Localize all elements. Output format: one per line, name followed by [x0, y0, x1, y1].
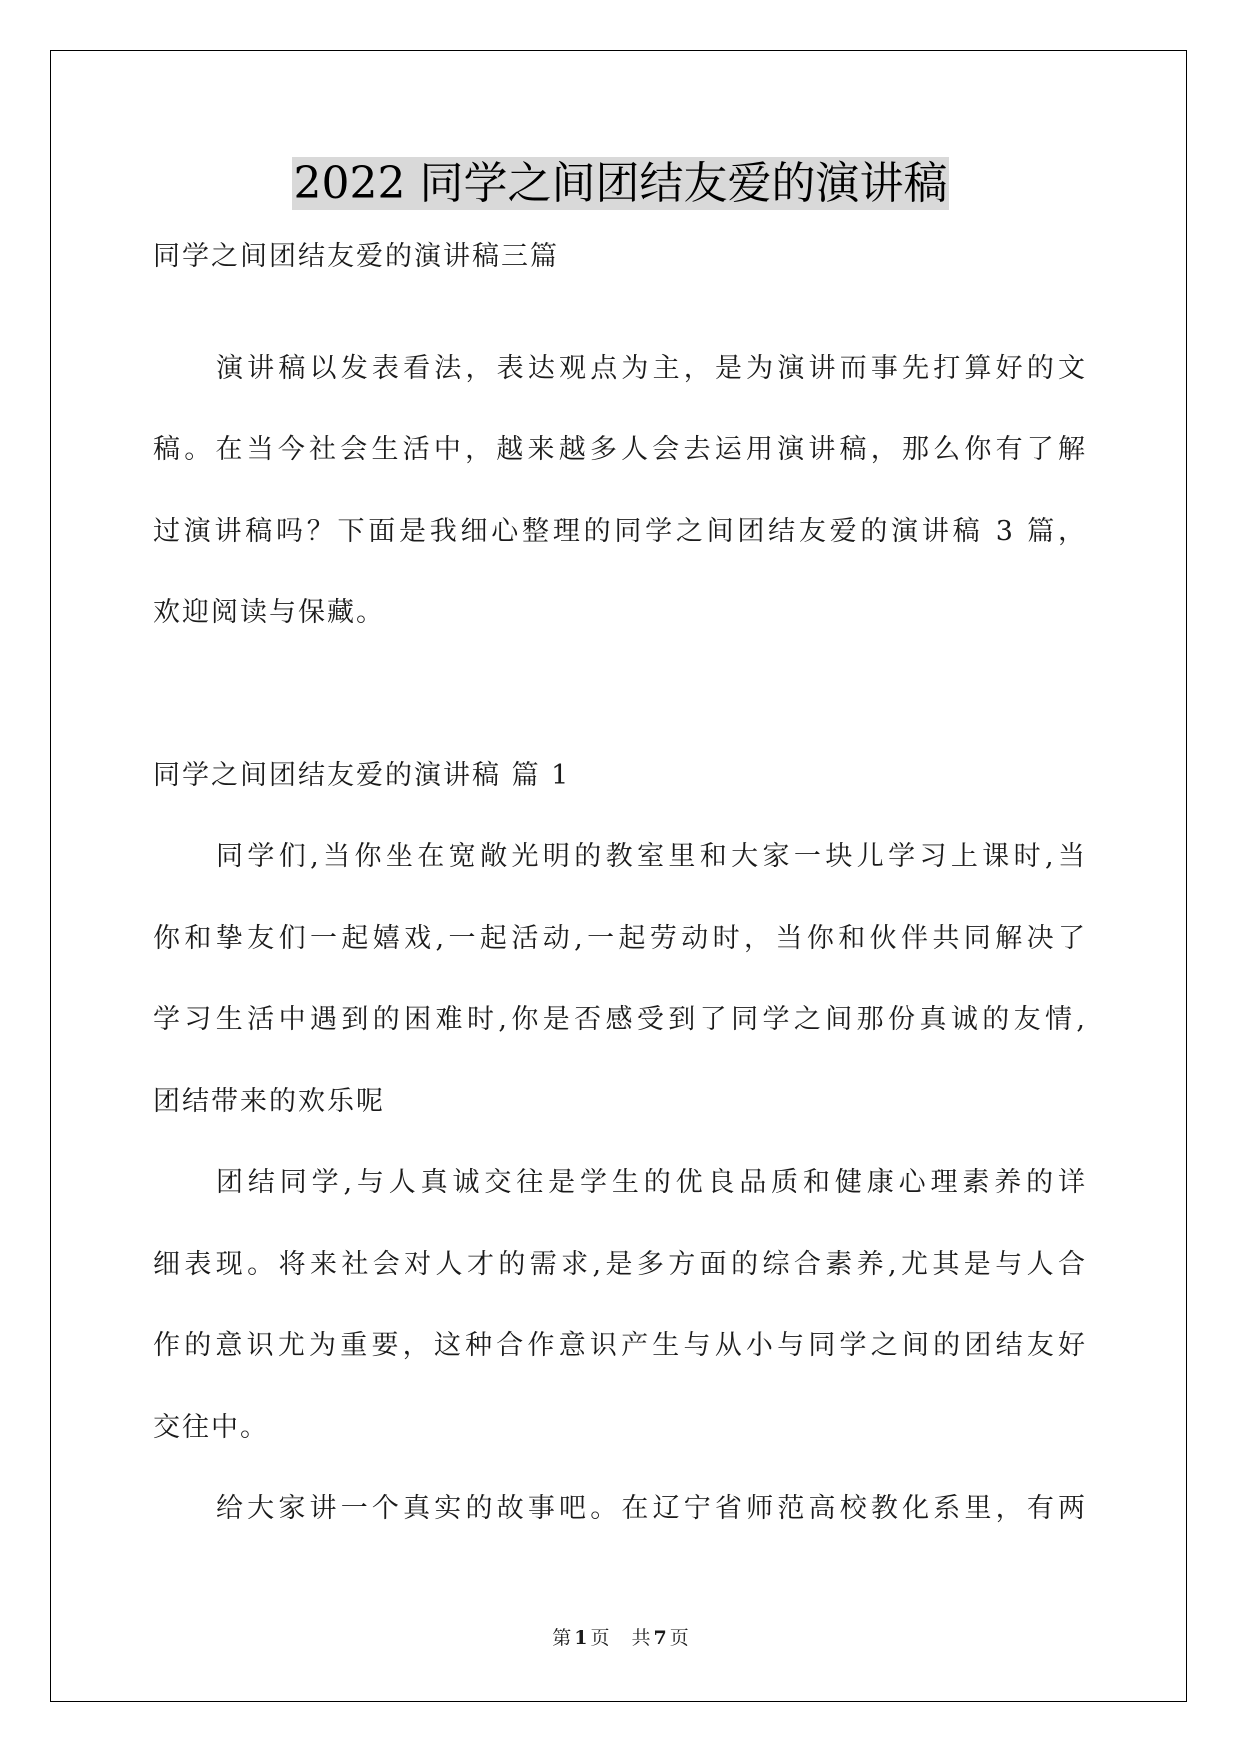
body-paragraph: [153, 1468, 1087, 1550]
intro-paragraph: [153, 328, 1087, 654]
page-footer: [0, 1626, 1241, 1650]
paragraph-line: 同学们,当你坐在宽敞光明的教室里和大家一块儿学习上课时,当: [216, 841, 1087, 872]
paragraph-line: 团结带来的欢乐呢: [153, 1085, 385, 1117]
paragraph-line: 欢迎阅读与保藏。: [153, 597, 385, 628]
paragraph-line: 交往中。: [153, 1411, 269, 1443]
body-paragraph: [153, 1142, 1087, 1468]
paragraph-line: 演讲稿以发表看法，表达观点为主，是为演讲而事先打算好的文: [216, 352, 1087, 384]
paragraph-line: 团结同学,与人真诚交往是学生的优良品质和健康心理素养的详: [216, 1167, 1087, 1198]
page-number: 1: [574, 1627, 588, 1649]
paragraph-line: 过演讲稿吗？下面是我细心整理的同学之间团结友爱的演讲稿 3 篇，: [153, 515, 1087, 547]
total-pages: 7: [653, 1627, 667, 1649]
document-subtitle: 同学之间团结友爱的演讲稿三篇: [153, 241, 559, 272]
paragraph-line: 细表现。将来社会对人才的需求,是多方面的综合素养,尤其是与人合: [153, 1248, 1087, 1280]
body-paragraph: [153, 816, 1087, 1142]
total-pages-suffix: 页: [669, 1627, 689, 1649]
paragraph-line: 学习生活中遇到的困难时,你是否感受到了同学之间那份真诚的友情,: [153, 1004, 1087, 1035]
title-container: [0, 157, 1241, 210]
page-number-suffix: 页: [590, 1627, 610, 1649]
section-heading: 同学之间团结友爱的演讲稿 篇 1: [153, 759, 571, 791]
page-number-prefix: 第: [552, 1627, 572, 1649]
document-title: 2022 同学之间团结友爱的演讲稿: [293, 158, 948, 209]
paragraph-line: 给大家讲一个真实的故事吧。在辽宁省师范高校教化系里，有两: [216, 1493, 1087, 1524]
total-pages-prefix: 共: [631, 1627, 651, 1649]
paragraph-line: 你和挚友们一起嬉戏,一起活动,一起劳动时，当你和伙伴共同解决了: [153, 922, 1087, 954]
paragraph-line: 稿。在当今社会生活中，越来越多人会去运用演讲稿，那么你有了解: [153, 434, 1087, 465]
document-body: [153, 216, 1087, 1550]
paragraph-line: 作的意识尤为重要，这种合作意识产生与从小与同学之间的团结友好: [153, 1330, 1087, 1361]
